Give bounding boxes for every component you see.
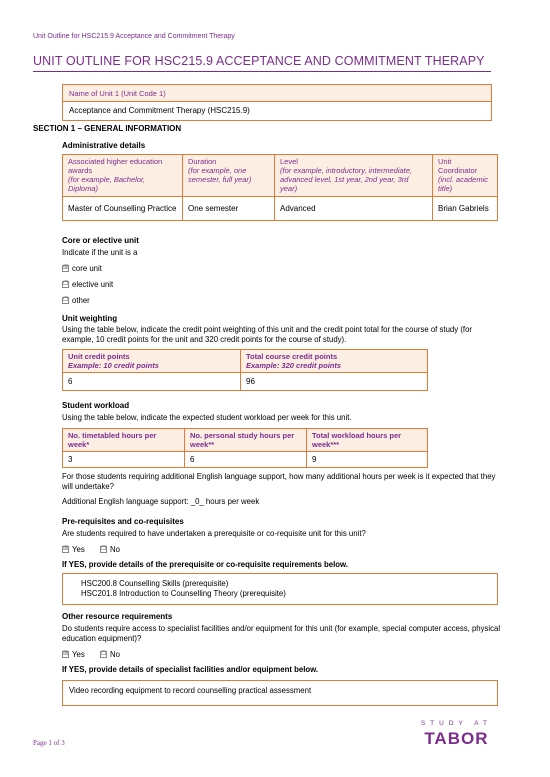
- unit-name-box: [62, 84, 492, 121]
- core-checkbox[interactable]: ☒: [63, 265, 69, 272]
- core-intro: Indicate if the unit is a: [62, 248, 138, 257]
- prereq-heading: Pre-requisites and co-requisites: [62, 517, 184, 526]
- total-credit-header: Total course credit points Example: 320 credit points: [241, 350, 428, 373]
- workload-heading: Student workload: [62, 401, 130, 410]
- prereq-detail-1: HSC200.8 Counselling Skills (prerequisite): [81, 579, 229, 588]
- admin-cell-duration: One semester: [183, 197, 275, 221]
- resources-question: Do students require access to specialist facilities and/or equipment for this unit (for example, special computer access, physical education equipment)?: [62, 624, 501, 643]
- english-answer: Additional English language support: _0_ hours per week: [62, 497, 260, 506]
- admin-col-duration: Duration (for example, one semester, full year): [183, 155, 275, 197]
- prereq-if-yes: If YES, provide details of the prerequisite or co-requisite requirements below.: [62, 560, 348, 569]
- admin-heading: Administrative details: [62, 141, 146, 150]
- logo-tabor: TABOR: [424, 729, 489, 748]
- resources-yes-option[interactable]: ☒ Yes: [63, 650, 85, 659]
- admin-cell-award: Master of Counselling Practice: [63, 197, 183, 221]
- admin-table: [62, 154, 498, 221]
- prereq-detail-2: HSC201.8 Introduction to Counselling Theory (prerequisite): [81, 589, 286, 598]
- admin-cell-coordinator: Brian Gabriels: [433, 197, 498, 221]
- weighting-heading: Unit weighting: [62, 314, 118, 323]
- admin-col-awards: Associated higher education awards (for example, Bachelor, Diploma): [63, 155, 183, 197]
- prereq-no-option[interactable]: ☐ No: [101, 545, 120, 554]
- running-header: Unit Outline for HSC215.9 Acceptance and Commitment Therapy: [33, 33, 235, 40]
- total-workload-header: Total workload hours per week***: [307, 429, 428, 452]
- elective-checkbox[interactable]: ☐: [63, 281, 69, 288]
- timetabled-hours-value: 3: [63, 452, 185, 468]
- section-1-heading: SECTION 1 – GENERAL INFORMATION: [33, 124, 182, 133]
- resources-no-checkbox[interactable]: ☐: [101, 651, 107, 658]
- prereq-no-checkbox[interactable]: ☐: [101, 546, 107, 553]
- weighting-table: [62, 349, 428, 391]
- resources-heading: Other resource requirements: [62, 612, 173, 621]
- admin-col-level: Level (for example, introductory, intermediate, advanced level, 1st year, 2nd year, 3rd year): [275, 155, 433, 197]
- personal-study-header: No. personal study hours per week**: [185, 429, 307, 452]
- resources-details-box[interactable]: [62, 680, 498, 706]
- prereq-question: Are students required to have undertaken a prerequisite or co-requisite unit for this unit?: [62, 529, 366, 538]
- core-heading: Core or elective unit: [62, 236, 139, 245]
- page-title: UNIT OUTLINE FOR HSC215.9 ACCEPTANCE AND COMMITMENT THERAPY: [33, 54, 491, 72]
- option-elective-unit[interactable]: ☐ elective unit: [63, 280, 114, 289]
- option-core-unit[interactable]: ☒ core unit: [63, 264, 102, 273]
- timetabled-hours-header: No. timetabled hours per week*: [63, 429, 185, 452]
- total-workload-value: 9: [307, 452, 428, 468]
- logo-study-at: STUDY AT: [420, 720, 492, 727]
- workload-text: Using the table below, indicate the expected student workload per week for this unit.: [62, 413, 352, 422]
- resources-no-option[interactable]: ☐ No: [101, 650, 120, 659]
- prereq-yes-option[interactable]: ☒ Yes: [63, 545, 85, 554]
- credit-points-header: Unit credit points Example: 10 credit points: [63, 350, 241, 373]
- credit-points-value: 6: [63, 373, 241, 391]
- total-credit-value: 96: [241, 373, 428, 391]
- other-checkbox[interactable]: ☐: [63, 297, 69, 304]
- english-question: For those students requiring additional English language support, how many additional hours per week is it expected that they will undertake?: [62, 472, 496, 491]
- workload-table: [62, 428, 428, 468]
- page-number: Page 1 of 3: [33, 739, 65, 747]
- prereq-details-box[interactable]: [62, 573, 498, 605]
- personal-study-value: 6: [185, 452, 307, 468]
- option-other[interactable]: ☐ other: [63, 296, 90, 305]
- admin-col-coordinator: Unit Coordinator (incl. academic title): [433, 155, 498, 197]
- tabor-logo: [421, 720, 492, 749]
- unit-name-value: Acceptance and Commitment Therapy (HSC215.9): [69, 106, 250, 115]
- resources-yes-checkbox[interactable]: ☒: [63, 651, 69, 658]
- weighting-text: Using the table below, indicate the credit point weighting of this unit and the credit point total for the course of study (for example, 10 credit points for the unit and 320 credit points for the course of study).: [62, 325, 473, 344]
- unit-name-label: Name of Unit 1 (Unit Code 1): [63, 85, 491, 102]
- admin-cell-level: Advanced: [275, 197, 433, 221]
- resources-detail: Video recording equipment to record counselling practical assessment: [69, 686, 312, 695]
- resources-if-yes: If YES, provide details of specialist facilities and/or equipment below.: [62, 665, 319, 674]
- prereq-yes-checkbox[interactable]: ☒: [63, 546, 69, 553]
